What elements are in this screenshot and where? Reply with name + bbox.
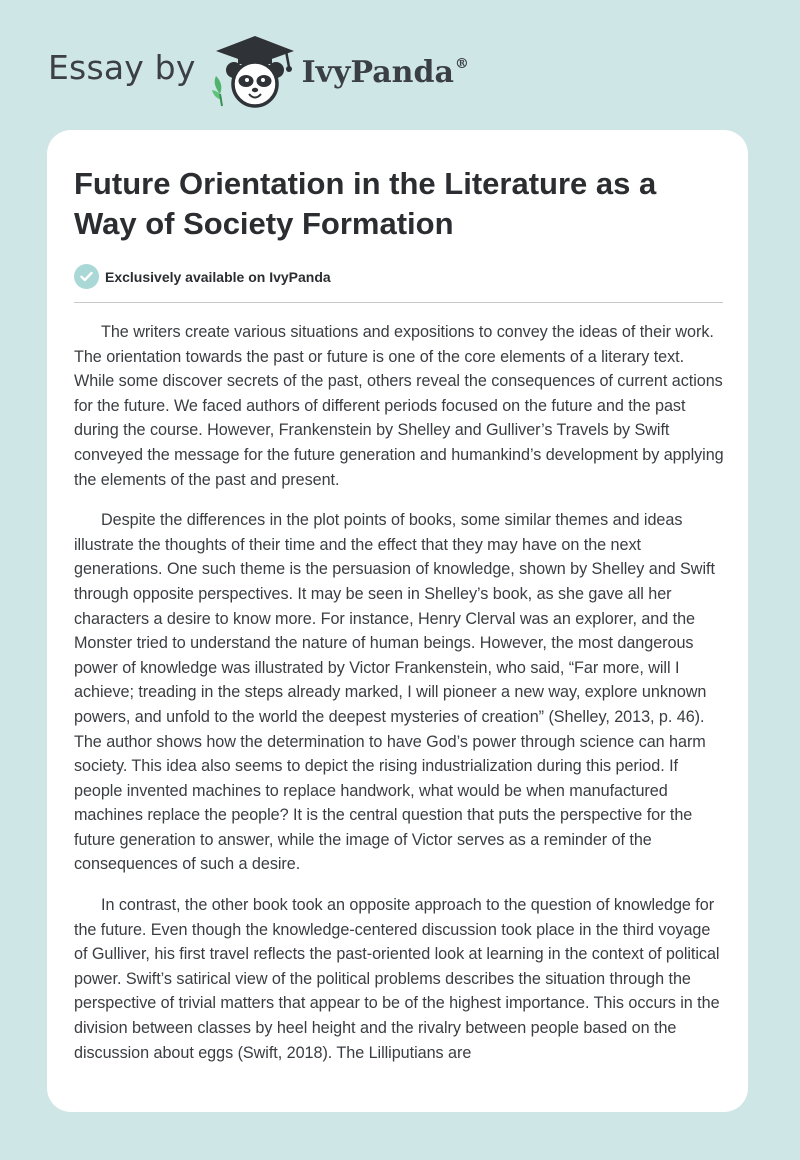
check-circle-icon — [74, 264, 99, 289]
brand-text: IvyPanda — [301, 54, 454, 90]
registered-mark: ® — [454, 55, 469, 72]
panda-logo-icon[interactable] — [210, 34, 300, 108]
essay-body — [74, 320, 724, 1081]
essay-by-label: Essay by — [48, 47, 196, 87]
paragraph: In contrast, the other book took an opposite approach to the question of knowledge for the future. Even though the knowledge-centered discussion took place in the third voyage of Gulliver, his first travel reflects the past-oriented look at learning in the context of political power. Swift’s satirical view of the political problems describes the situation through the perspective of trivial matters that appear to be of the highest importance. This occurs in the division between classes by heel height and the rivalry between people based on the discussion about eggs (Swift, 2018). The Lilliputians are — [74, 896, 720, 1062]
brand-name[interactable] — [302, 55, 469, 90]
essay-card — [47, 130, 748, 1112]
paragraph: The writers create various situations and expositions to convey the ideas of their work. The orientation towards the past or future is one of the core elements of a literary text. While some discover secrets of the past, others reveal the consequences of current actions for the future. We faced authors of different periods focused on the future and the past during the course. However, Frankenstein by Shelley and Gulliver’s Travels by Swift conveyed the message for the future generation and humankind’s development by applying the elements of the past and present. — [74, 323, 724, 489]
paragraph: Despite the differences in the plot points of books, some similar themes and ideas illustrate the thoughts of their time and the effect that they may have on the next generations. One such theme is the persuasion of knowledge, shown by Shelley and Swift through opposite perspectives. It may be seen in Shelley’s book, as she gave all her characters a desire to know more. For instance, Henry Clerval was an explorer, and the Monster tried to understand the nature of human beings. However, the most dangerous power of knowledge was illustrated by Victor Frankenstein, who said, “Far more, will I achieve; treading in the steps already marked, I will pioneer a new way, explore unknown powers, and unfold to the world the deepest mysteries of creation” (Shelley, 2013, p. 46). The author shows how the determination to have God’s power through science can harm society. This idea also seems to depict the rising industrialization during this period. If people invented machines to replace handwork, what would be when manufactured machines replace the people? It is the central question that puts the perspective for the future generation to answer, while the image of Victor serves as a reminder of the consequences of such a desire. — [74, 511, 715, 874]
site-header — [48, 34, 469, 108]
exclusive-badge — [74, 264, 331, 289]
page-title: Future Orientation in the Literature as a Way of Society Formation — [74, 166, 657, 241]
divider — [74, 302, 723, 303]
exclusive-badge-label: Exclusively available on IvyPanda — [105, 268, 331, 285]
